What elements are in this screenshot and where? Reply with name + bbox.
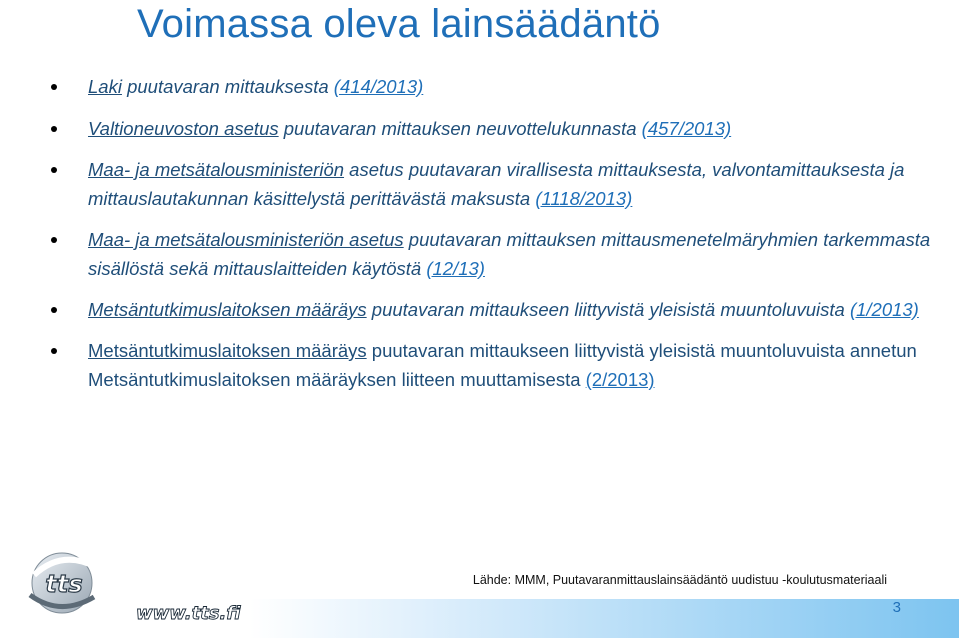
- bullet-dot: [51, 307, 57, 313]
- footer: [0, 545, 959, 638]
- footer-gradient-bar: [250, 599, 959, 638]
- bullet-dot: [51, 237, 57, 243]
- list-item: [88, 225, 948, 283]
- item-text: asetus puutavaran virallisesta mittauksesta, valvontamittauksesta ja mittauslautakunnan käsittelystä perittävästä maksusta: [88, 159, 905, 209]
- item-text: puutavaran mittauksesta: [121, 76, 334, 97]
- list-item: [88, 114, 948, 143]
- logo-url[interactable]: www.tts.fi: [136, 603, 241, 624]
- list-item: [88, 155, 948, 213]
- item-text: puutavaran mittauksen neuvottelukunnasta: [278, 118, 642, 139]
- item-ref-link[interactable]: (2/2013): [585, 369, 655, 390]
- item-ref-link[interactable]: (1118/2013): [535, 188, 633, 209]
- item-link-name[interactable]: Metsäntutkimuslaitoksen määräys: [88, 340, 367, 361]
- item-link-name[interactable]: Metsäntutkimuslaitoksen määräys: [88, 299, 367, 320]
- item-ref-link[interactable]: (457/2013): [641, 118, 732, 139]
- slide-title: Voimassa oleva lainsäädäntö: [137, 2, 661, 46]
- item-link-name[interactable]: Laki: [88, 76, 122, 97]
- page-number: 3: [892, 599, 901, 616]
- law-list: [88, 72, 948, 394]
- bullet-dot: [51, 84, 57, 90]
- item-link-name[interactable]: Valtioneuvoston asetus: [88, 118, 279, 139]
- item-link-name[interactable]: Maa- ja metsätalousministeriön: [88, 159, 345, 180]
- source-note: Lähde: MMM, Puutavaranmittauslainsäädäntö uudistuu -koulutusmateriaali: [472, 573, 887, 587]
- list-item: [88, 336, 948, 394]
- list-item: [88, 295, 948, 324]
- bullet-dot: [51, 348, 57, 354]
- item-ref-link[interactable]: (1/2013): [849, 299, 919, 320]
- item-ref-link[interactable]: (12/13): [426, 258, 485, 279]
- item-ref-link[interactable]: (414/2013): [333, 76, 424, 97]
- item-text: puutavaran mittaukseen liittyvistä yleisistä muuntoluvuista: [366, 299, 850, 320]
- tts-logo[interactable]: [20, 545, 250, 638]
- item-text: puutavaran mittaukseen liittyvistä yleisistä muuntoluvuista annetun Metsäntutkimuslaitoksen määräyksen liitteen muuttamisesta: [88, 340, 917, 390]
- bullet-dot: [51, 167, 57, 173]
- item-text: puutavaran mittauksen mittausmenetelmäryhmien tarkemmasta sisällöstä sekä mittauslaitteiden käytöstä: [88, 229, 931, 279]
- logo-text: tts: [45, 570, 83, 598]
- item-link-name[interactable]: Maa- ja metsätalousministeriön asetus: [88, 229, 404, 250]
- list-item: [88, 72, 948, 101]
- bullet-dot: [51, 126, 57, 132]
